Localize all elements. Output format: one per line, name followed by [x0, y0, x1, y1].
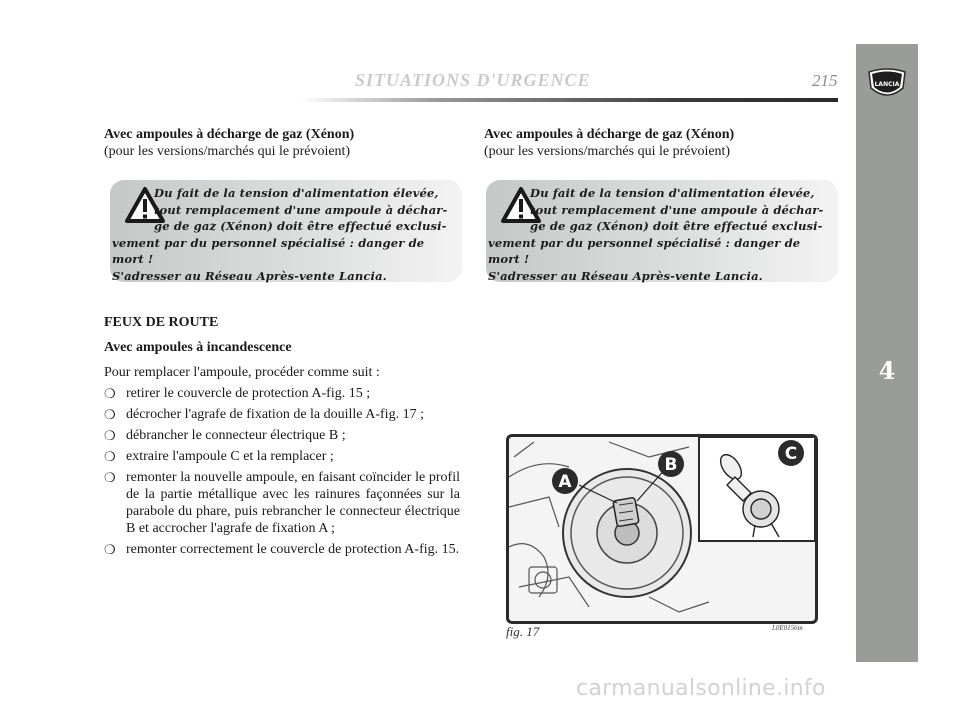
chapter-number: 4 — [878, 356, 896, 385]
bullet-icon: ❍ — [104, 407, 116, 422]
warning-line: ge de gaz (Xénon) doit être effectué exclusi- — [530, 219, 823, 234]
right-warning-box — [486, 180, 838, 282]
section-title: FEUX DE ROUTE — [104, 315, 219, 330]
bullet-icon: ❍ — [104, 449, 116, 464]
left-warning-text — [110, 185, 452, 285]
watermark: carmanualsonline.info — [576, 676, 826, 701]
warning-line: S'adresser au Réseau Après-vente Lancia. — [488, 268, 763, 283]
callout-label: B — [664, 455, 678, 475]
section-intro: Pour remplacer l'ampoule, procéder comme suit : — [104, 365, 380, 380]
callout-label: C — [784, 444, 798, 464]
left-heading-bold: Avec ampoules à décharge de gaz (Xénon) — [104, 127, 355, 142]
warning-line: tout remplacement d'une ampoule à déchar- — [154, 202, 448, 217]
chapter-side-tab — [856, 44, 918, 662]
section-subtitle: Avec ampoules à incandescence — [104, 340, 292, 355]
list-item — [104, 541, 460, 558]
callout-label: A — [558, 472, 572, 492]
bullet-icon: ❍ — [104, 470, 116, 485]
figure-caption: fig. 17 — [506, 624, 540, 639]
headlight-illustration — [509, 437, 815, 621]
step-text: retirer le couvercle de protection A-fig. 15 ; — [126, 386, 371, 401]
high-beam-section — [104, 314, 460, 562]
callout-b — [658, 451, 684, 477]
step-text: décrocher l'agrafe de fixation de la douille A-fig. 17 ; — [126, 407, 424, 422]
step-text: débrancher le connecteur électrique B ; — [126, 428, 346, 443]
right-warning-text — [486, 185, 828, 285]
right-heading-bold: Avec ampoules à décharge de gaz (Xénon) — [484, 127, 735, 142]
list-item — [104, 385, 460, 402]
warning-line: vement par du personnel spécialisé : danger de mort ! — [112, 235, 425, 267]
svg-text:LANCIA: LANCIA — [874, 81, 900, 88]
right-heading-note: (pour les versions/marchés qui le prévoient) — [484, 144, 731, 159]
figure-code: L0E0156m — [772, 624, 803, 632]
left-heading-note: (pour les versions/marchés qui le prévoient) — [104, 144, 351, 159]
list-item — [104, 469, 460, 537]
page-header-title: SITUATIONS D'URGENCE — [355, 70, 591, 90]
warning-line: S'adresser au Réseau Après-vente Lancia. — [112, 268, 387, 283]
warning-line: Du fait de la tension d'alimentation élevée, — [530, 186, 815, 200]
warning-line: ge de gaz (Xénon) doit être effectué exclusi- — [154, 219, 447, 234]
headlight-figure — [506, 434, 818, 624]
step-text: remonter correctement le couvercle de protection A-fig. 15. — [126, 542, 460, 557]
procedure-steps — [104, 385, 460, 558]
list-item — [104, 406, 460, 423]
list-item — [104, 448, 460, 465]
bullet-icon: ❍ — [104, 386, 116, 401]
callout-c — [778, 440, 804, 466]
left-warning-box — [110, 180, 462, 282]
list-item — [104, 427, 460, 444]
right-xenon-heading — [484, 126, 734, 160]
warning-line: tout remplacement d'une ampoule à déchar- — [530, 202, 824, 217]
header-rule — [300, 98, 838, 102]
bullet-icon: ❍ — [104, 542, 116, 557]
callout-a — [552, 468, 578, 494]
bullet-icon: ❍ — [104, 428, 116, 443]
lancia-logo — [865, 66, 909, 102]
step-text: remonter la nouvelle ampoule, en faisant coïncider le profil de la partie métallique avec les rainures façonnées sur la parabole du phare, puis rebrancher le connecteur électrique B et accrocher l'agrafe de fixation A ; — [126, 470, 460, 536]
step-text: extraire l'ampoule C et la remplacer ; — [126, 449, 334, 464]
warning-line: vement par du personnel spécialisé : danger de mort ! — [488, 235, 801, 267]
warning-line: Du fait de la tension d'alimentation élevée, — [154, 186, 439, 200]
left-xenon-heading — [104, 126, 354, 160]
page-number: 215 — [812, 71, 838, 90]
